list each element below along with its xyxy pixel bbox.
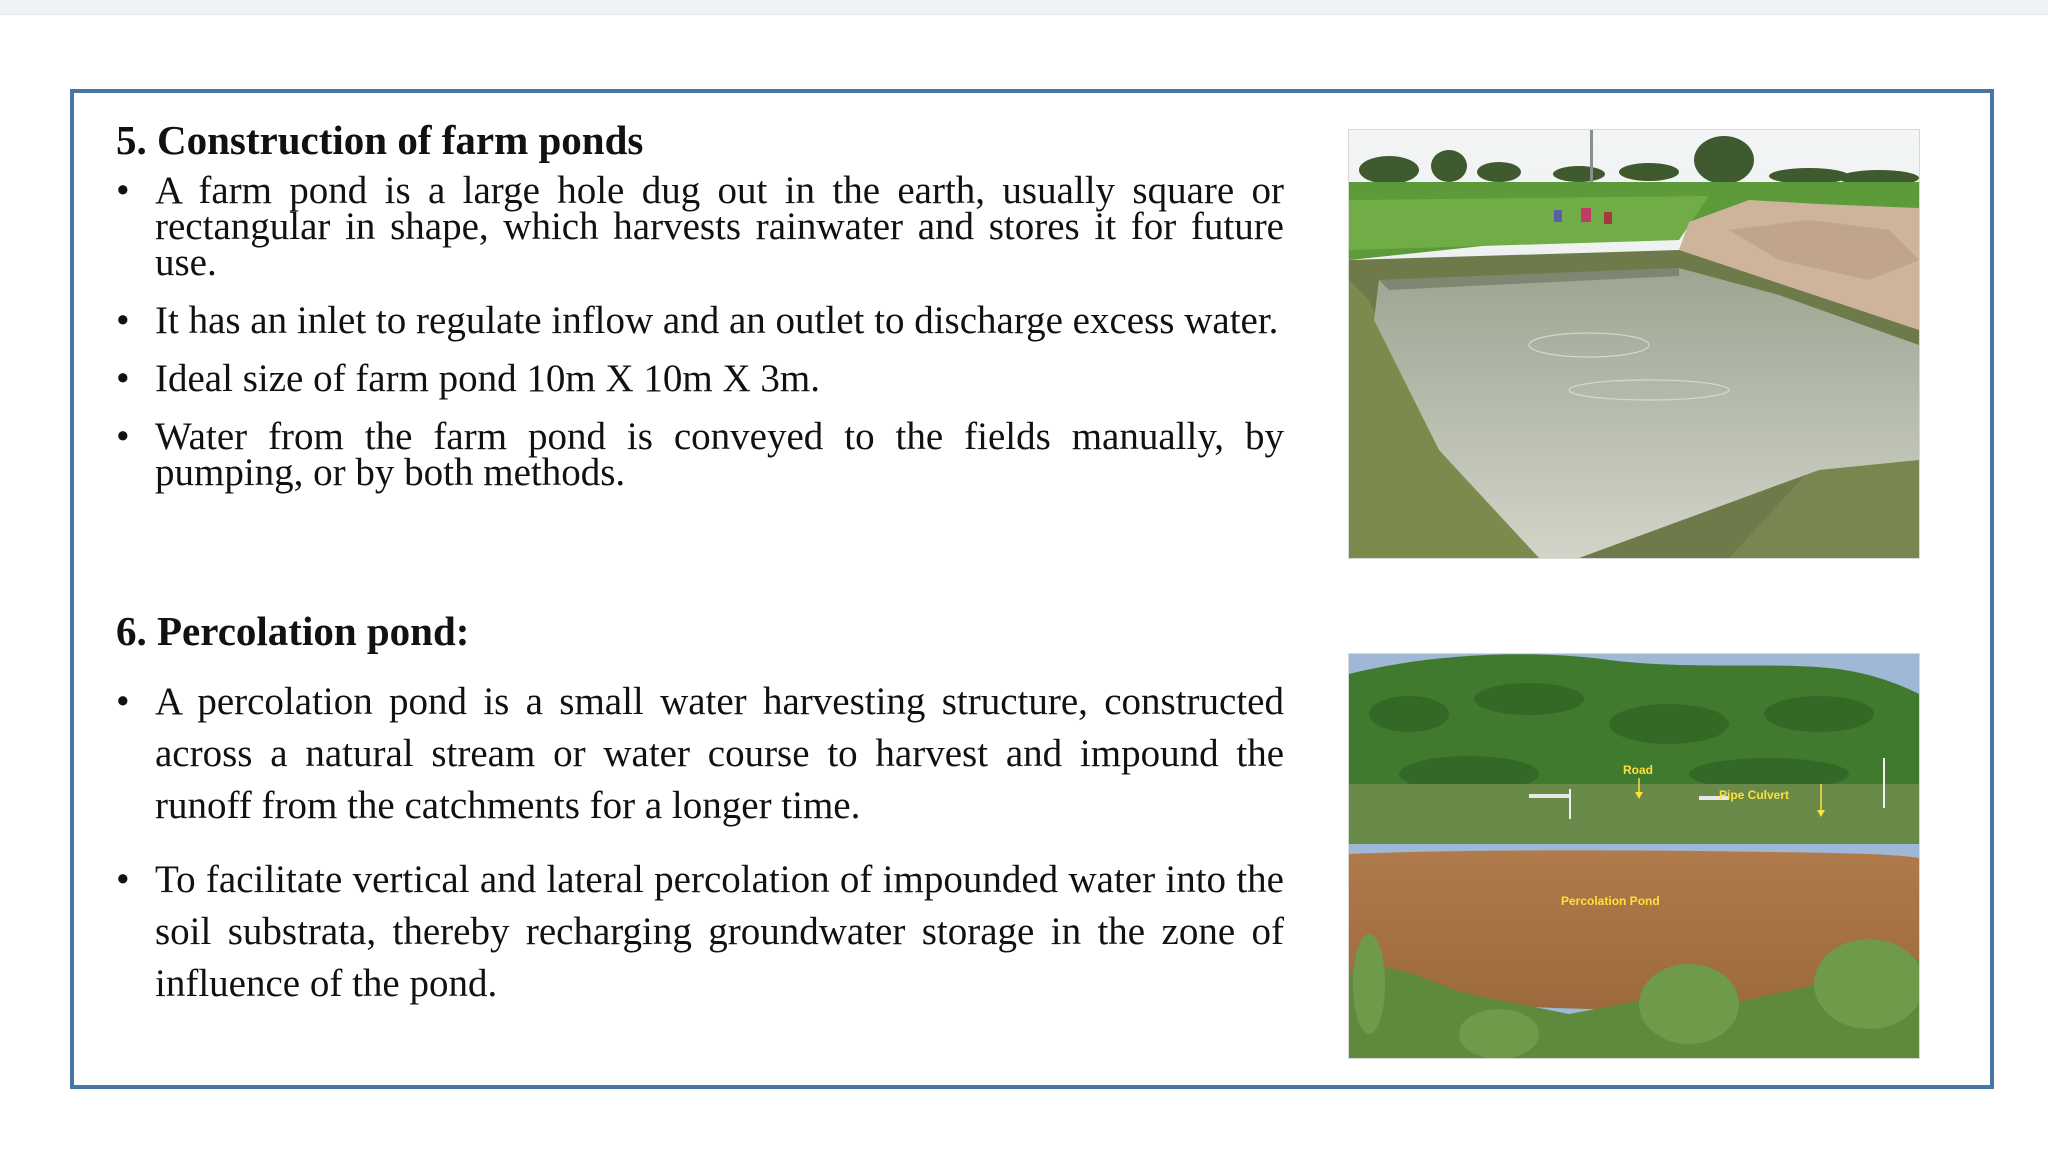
browser-top-bar	[0, 0, 2048, 15]
farm-ponds-section	[116, 115, 1284, 494]
farm-ponds-bullet-list	[116, 169, 1284, 494]
percolation-pond-bullet-list	[116, 676, 1284, 1010]
bullet-item: • A farm pond is a large hole dug out in the earth, usually square or rectangular in shape, which harvests rainwater and stores it for future use.	[116, 173, 1284, 281]
percolation-pond-label: Percolation Pond	[1561, 894, 1660, 908]
percolation-pond-photo	[1348, 653, 1920, 1059]
farm-ponds-heading: 5. Construction of farm ponds	[116, 117, 644, 163]
bullet-item: • To facilitate vertical and lateral percolation of impounded water into the soil substrata, thereby recharging groundwater storage in the zone of influence of the pond.	[116, 854, 1284, 1010]
farm-pond-photo	[1348, 129, 1920, 559]
slide-frame	[70, 89, 1994, 1089]
bullet-item: • It has an inlet to regulate inflow and an outlet to discharge excess water.	[116, 303, 1284, 339]
pipe-culvert-label: Pipe Culvert	[1719, 788, 1790, 802]
bullet-item: • Ideal size of farm pond 10m X 10m X 3m.	[116, 361, 1284, 397]
road-label: Road	[1623, 763, 1653, 777]
bullet-item: • Water from the farm pond is conveyed to the fields manually, by pumping, or by both methods.	[116, 419, 1284, 491]
percolation-pond-section	[116, 606, 1284, 1010]
bullet-item: • A percolation pond is a small water harvesting structure, constructed across a natural stream or water course to harvest and impound the runoff from the catchments for a longer time.	[116, 676, 1284, 832]
percolation-pond-heading: 6. Percolation pond:	[116, 608, 470, 654]
